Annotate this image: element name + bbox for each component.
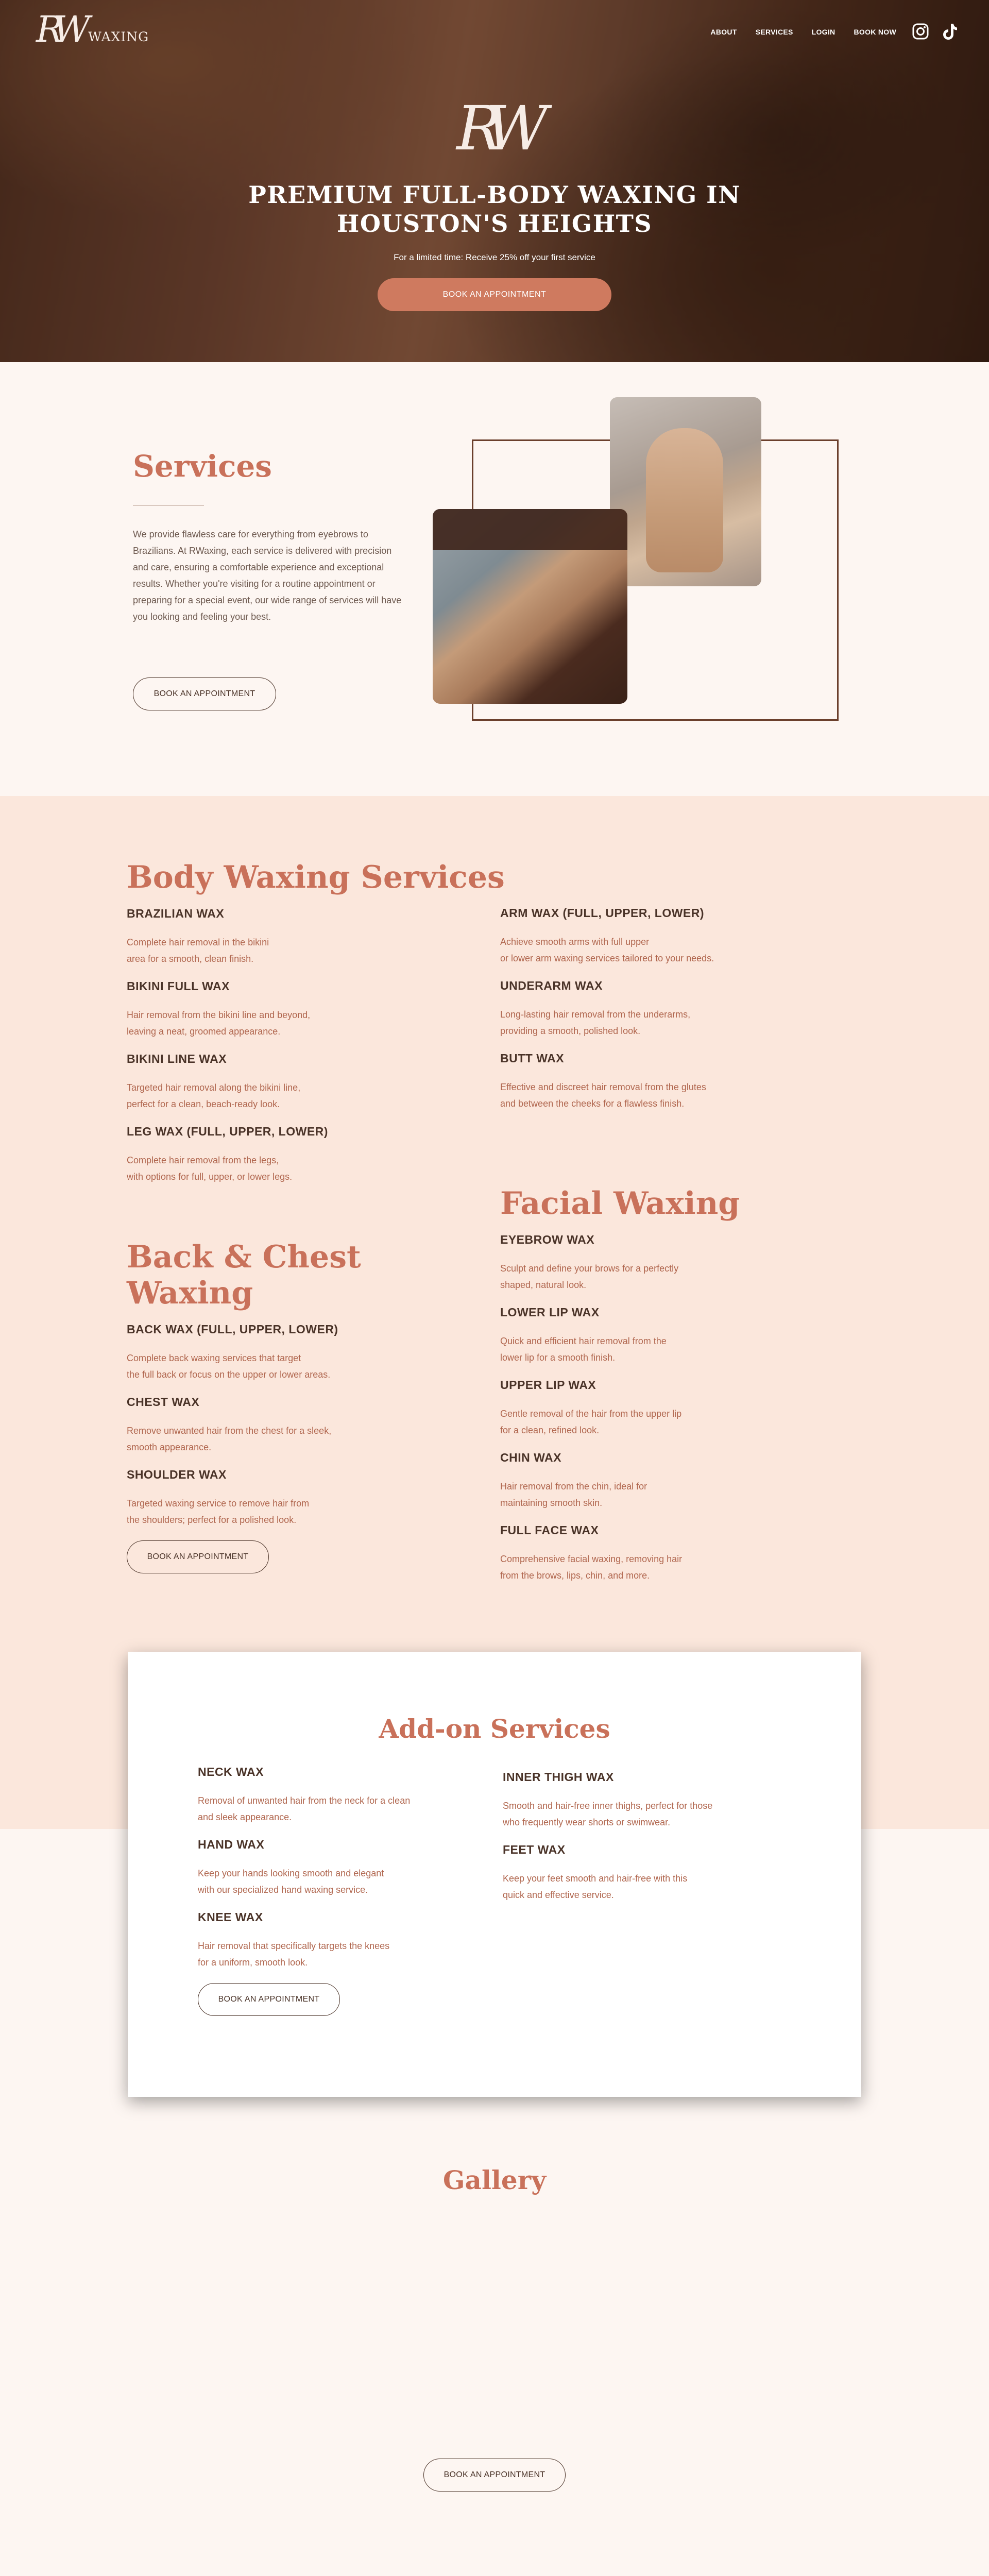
service-desc: Long-lasting hair removal from the underarms, providing a smooth, polished look. — [500, 1009, 691, 1036]
service-desc: Complete hair removal in the bikini area for a smooth, clean finish. — [127, 937, 269, 964]
service-inner-thigh — [503, 1770, 791, 1831]
service-name: ARM WAX (FULL, UPPER, LOWER) — [500, 906, 705, 920]
service-back — [127, 1323, 487, 1383]
service-lower-lip — [500, 1306, 861, 1366]
addon-book-button[interactable]: BOOK AN APPOINTMENT — [198, 1983, 340, 2016]
service-arm — [500, 906, 861, 967]
back-chest-book-button[interactable]: BOOK AN APPOINTMENT — [127, 1540, 269, 1573]
service-desc: Hair removal from the bikini line and beyond, leaving a neat, groomed appearance. — [127, 1010, 311, 1037]
service-desc: Hair removal that specifically targets the knees for a uniform, smooth look. — [198, 1941, 390, 1968]
service-desc: Complete hair removal from the legs, with options for full, upper, or lower legs. — [127, 1155, 293, 1182]
logo-mark: RW — [36, 8, 81, 50]
services-divider — [133, 505, 204, 506]
back-chest-column — [127, 1239, 487, 1573]
addon-right-column — [503, 1770, 791, 1916]
tiktok-icon[interactable] — [942, 23, 958, 41]
service-name: SHOULDER WAX — [127, 1468, 227, 1481]
services-title: Services — [133, 449, 272, 484]
service-name: BRAZILIAN WAX — [127, 907, 225, 920]
service-upper-lip — [500, 1378, 861, 1438]
service-name: NECK WAX — [198, 1765, 264, 1778]
back-chest-title: Back & Chest Waxing — [127, 1239, 361, 1311]
service-desc: Gentle removal of the hair from the upper lip for a clean, refined look. — [500, 1409, 682, 1435]
photo-model-midriff — [433, 509, 627, 704]
hero-title — [0, 180, 989, 238]
service-desc: Targeted hair removal along the bikini line, perfect for a clean, beach-ready look. — [127, 1082, 301, 1109]
facial-title: Facial Waxing — [500, 1185, 740, 1222]
service-desc: Keep your feet smooth and hair-free with this quick and effective service. — [503, 1873, 688, 1900]
facial-column — [500, 1185, 861, 1596]
services-book-button[interactable]: BOOK AN APPOINTMENT — [133, 677, 276, 710]
service-knee — [198, 1910, 486, 1971]
service-chest — [127, 1395, 487, 1455]
site-logo[interactable] — [36, 8, 149, 50]
service-name: EYEBROW WAX — [500, 1233, 595, 1246]
body-waxing-left-column — [127, 859, 539, 1197]
hero-book-button[interactable]: BOOK AN APPOINTMENT — [378, 278, 611, 311]
service-name: CHEST WAX — [127, 1395, 200, 1409]
services-description: We provide flawless care for everything from eyebrows to Brazilians. At RWaxing, each service is delivered with precision and care, ensuring a comfortable experience and exceptional results. Whether you're visiting for a routine appointment or preparing for a special event, our wide range of services will have you looking and feeling your best. — [133, 529, 402, 622]
service-bikini-full — [127, 979, 539, 1040]
hero-title-line2: HOUSTON'S HEIGHTS — [336, 210, 653, 238]
service-name: HAND WAX — [198, 1838, 265, 1851]
service-desc: Hair removal from the chin, ideal for maintaining smooth skin. — [500, 1481, 647, 1508]
service-feet — [503, 1843, 791, 1903]
addon-left-column — [198, 1765, 486, 2016]
service-name: FEET WAX — [503, 1843, 566, 1856]
service-name: INNER THIGH WAX — [503, 1770, 614, 1784]
hero-section — [0, 0, 989, 362]
logo-word: WAXING — [88, 29, 149, 44]
service-desc: Sculpt and define your brows for a perfectly shaped, natural look. — [500, 1263, 679, 1290]
service-name: BUTT WAX — [500, 1052, 565, 1065]
body-waxing-right-column — [500, 906, 861, 1124]
nav-book-now[interactable]: BOOK NOW — [854, 28, 896, 36]
service-shoulder — [127, 1468, 487, 1528]
service-full-face — [500, 1523, 861, 1584]
photo-model-swimsuit — [610, 397, 761, 586]
social-links — [912, 23, 958, 41]
service-hand — [198, 1838, 486, 1898]
main-nav — [710, 23, 958, 41]
service-chin — [500, 1451, 861, 1511]
service-name: BIKINI LINE WAX — [127, 1052, 227, 1065]
nav-login[interactable]: LOGIN — [811, 28, 835, 36]
service-name: KNEE WAX — [198, 1910, 263, 1924]
service-bikini-line — [127, 1052, 539, 1112]
service-underarm — [500, 979, 861, 1039]
service-butt — [500, 1052, 861, 1112]
services-intro-section — [0, 362, 989, 796]
hero-title-line1: PREMIUM FULL-BODY WAXING IN — [248, 181, 741, 209]
service-desc: Removal of unwanted hair from the neck for a clean and sleek appearance. — [198, 1795, 411, 1822]
instagram-icon[interactable] — [912, 23, 929, 41]
service-name: UPPER LIP WAX — [500, 1378, 596, 1392]
service-name: LOWER LIP WAX — [500, 1306, 600, 1319]
service-desc: Complete back waxing services that target the full back or focus on the upper or lower areas. — [127, 1353, 331, 1380]
service-eyebrow — [500, 1233, 861, 1293]
service-name: LEG WAX (FULL, UPPER, LOWER) — [127, 1125, 328, 1138]
nav-services[interactable]: SERVICES — [755, 28, 793, 36]
nav-about[interactable]: ABOUT — [710, 28, 737, 36]
service-desc: Comprehensive facial waxing, removing hair from the brows, lips, chin, and more. — [500, 1554, 683, 1581]
body-waxing-title: Body Waxing Services — [127, 859, 505, 895]
service-desc: Keep your hands looking smooth and elegant with our specialized hand waxing service. — [198, 1868, 384, 1895]
service-desc: Smooth and hair-free inner thighs, perfect for those who frequently wear shorts or swimwear. — [503, 1801, 713, 1827]
gallery-book-button[interactable]: BOOK AN APPOINTMENT — [423, 2459, 566, 2492]
service-neck — [198, 1765, 486, 1825]
addon-title: Add-on Services — [379, 1714, 610, 1744]
service-desc: Effective and discreet hair removal from the glutes and between the cheeks for a flawless finish. — [500, 1082, 706, 1109]
service-brazilian — [127, 907, 539, 967]
service-name: FULL FACE WAX — [500, 1523, 599, 1537]
hero-logo-mark: RW — [456, 93, 533, 164]
service-desc: Remove unwanted hair from the chest for a sleek, smooth appearance. — [127, 1426, 332, 1452]
gallery-title: Gallery — [442, 2165, 547, 2195]
addon-services-card — [128, 1652, 861, 2097]
service-desc: Achieve smooth arms with full upper or lower arm waxing services tailored to your needs. — [500, 937, 714, 963]
service-desc: Quick and efficient hair removal from the lower lip for a smooth finish. — [500, 1336, 667, 1363]
service-name: BACK WAX (FULL, UPPER, LOWER) — [127, 1323, 338, 1336]
about-section — [0, 2531, 989, 2576]
service-name: CHIN WAX — [500, 1451, 561, 1464]
service-leg — [127, 1125, 539, 1185]
hero-promo-text: For a limited time: Receive 25% off your first service — [394, 252, 595, 262]
service-name: BIKINI FULL WAX — [127, 979, 230, 993]
service-name: UNDERARM WAX — [500, 979, 603, 992]
service-desc: Targeted waxing service to remove hair from the shoulders; perfect for a polished look. — [127, 1498, 310, 1525]
